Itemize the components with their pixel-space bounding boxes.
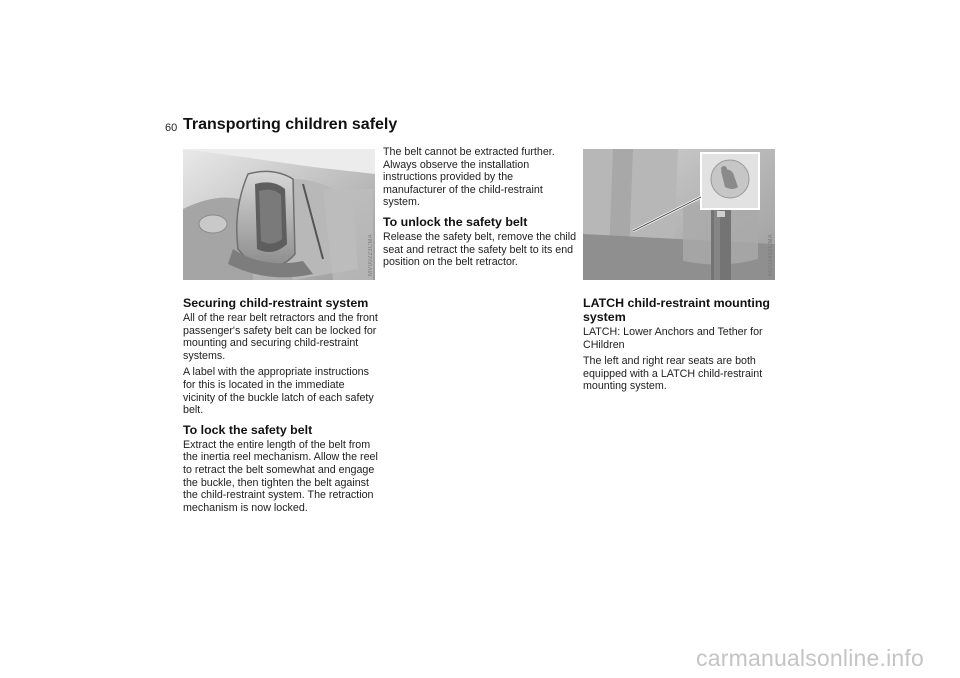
securing-paragraph-1: All of the rear belt retractors and the front passenger's safety belt can be locked for mounting and securing child-restraint systems. bbox=[183, 312, 378, 362]
figure-id: MV00223CMA bbox=[368, 233, 374, 276]
child-seat-illustration bbox=[183, 149, 375, 280]
continued-paragraph: The belt cannot be extracted further. Always observe the installation instructions provided by the manufacturer of the child-restraint system. bbox=[383, 146, 555, 209]
securing-heading: Securing child-restraint system bbox=[183, 296, 369, 310]
left-column bbox=[183, 296, 379, 518]
latch-paragraph-2: The left and right rear seats are both equipped with a LATCH child-restraint mounting system. bbox=[583, 355, 763, 393]
child-seat-figure bbox=[183, 149, 375, 280]
figure-id: MV03492CMA bbox=[768, 233, 774, 276]
page-number: 60 bbox=[165, 122, 178, 134]
lock-heading: To lock the safety belt bbox=[183, 422, 313, 437]
lock-paragraph: Extract the entire length of the belt from the inertia reel mechanism. Allow the reel to retract the belt somewhat and engage the buckle, then tighten the belt against the child-restraint system. The retraction mechanism is now locked. bbox=[183, 438, 378, 514]
latch-paragraph-1: LATCH: Lower Anchors and Tether for CHildren bbox=[583, 326, 763, 351]
latch-illustration bbox=[583, 149, 775, 280]
watermark-link[interactable]: carmanualsonline.info bbox=[696, 645, 924, 671]
middle-column bbox=[383, 146, 579, 273]
latch-figure bbox=[583, 149, 775, 280]
latch-heading: LATCH child-restraint mounting system bbox=[583, 296, 770, 324]
right-column bbox=[583, 296, 779, 397]
page-title: Transporting children safely bbox=[183, 116, 398, 133]
unlock-paragraph: Release the safety belt, remove the child seat and retract the safety belt to its end position on the belt retractor. bbox=[383, 230, 577, 269]
unlock-heading: To unlock the safety belt bbox=[383, 214, 528, 229]
securing-paragraph-2: A label with the appropriate instructions for this is located in the immediate vicinity of the buckle latch of each safety belt. bbox=[183, 366, 374, 417]
